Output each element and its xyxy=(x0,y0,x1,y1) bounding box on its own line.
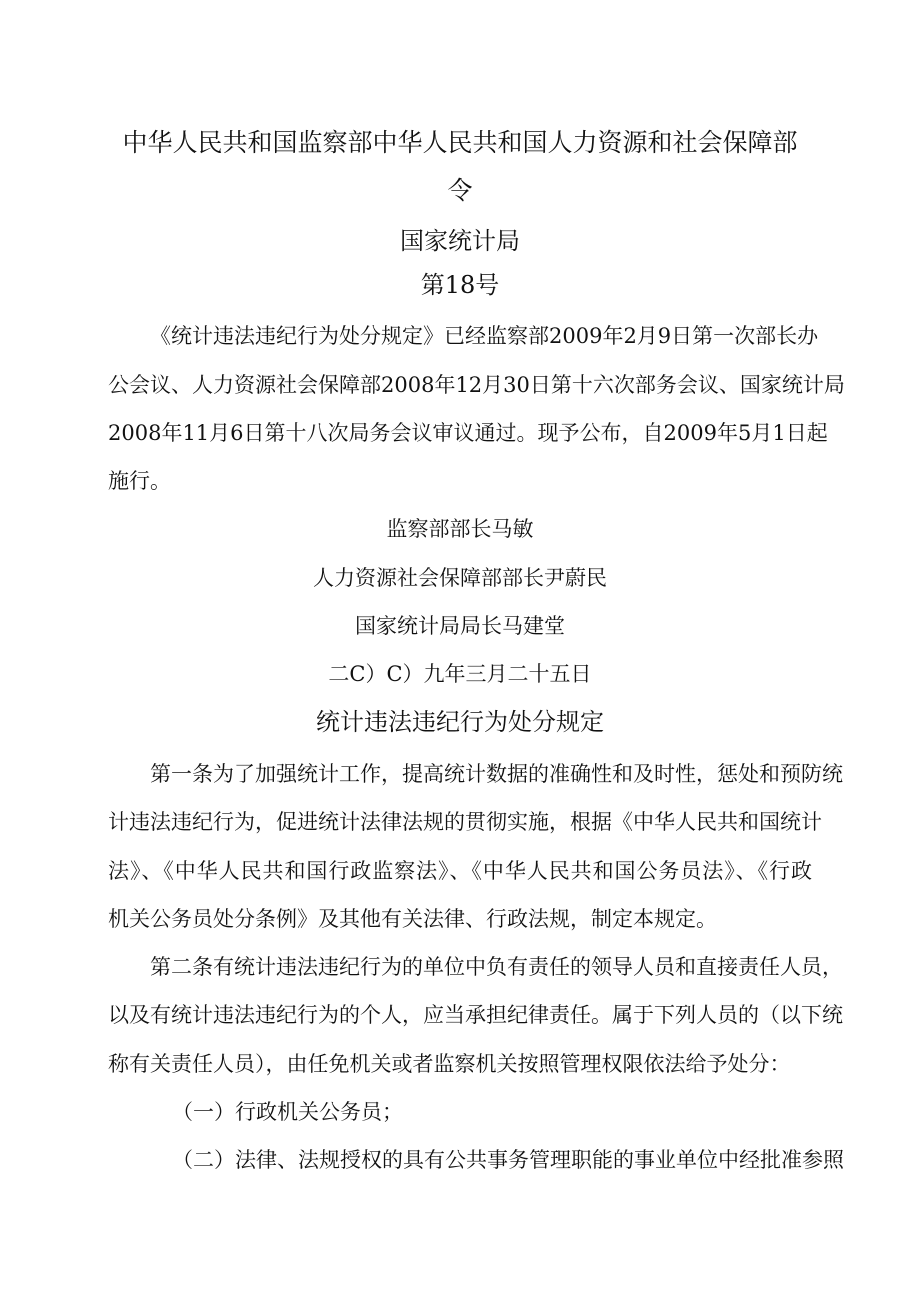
preamble-line-1: 《统计违法违纪行为处分规定》已经监察部2009年2月9日第一次部长办 xyxy=(150,324,819,348)
signature-minister-hr: 人力资源社会保障部部长尹蔚民 xyxy=(313,566,607,590)
article2-line-1: 第二条有统计违法违纪行为的单位中负有责任的领导人员和直接责任人员， xyxy=(150,955,843,979)
article2-line-3: 称有关责任人员），由任免机关或者监察机关按照管理权限依法给予处分： xyxy=(108,1052,791,1076)
order-number: 第18号 xyxy=(420,271,500,299)
list-item-2: （二）法律、法规授权的具有公共事务管理职能的事业单位中经批准参照 xyxy=(172,1148,844,1172)
article2-line-2: 以及有统计违法违纪行为的个人，应当承担纪律责任。属于下列人员的（以下统 xyxy=(108,1003,843,1027)
article1-line-4: 机关公务员处分条例》及其他有关法律、行政法规，制定本规定。 xyxy=(108,907,717,931)
signature-date: 二C）C）九年三月二十五日 xyxy=(328,662,592,686)
regulation-title: 统计违法违纪行为处分规定 xyxy=(316,708,604,736)
document-issuer: 国家统计局 xyxy=(400,227,520,255)
signature-director-statistics: 国家统计局局长马建堂 xyxy=(355,614,565,638)
document-title-line1: 中华人民共和国监察部中华人民共和国人力资源和社会保障部 xyxy=(122,128,798,157)
article1-line-2: 计违法违纪行为，促进统计法律法规的贯彻实施，根据《中华人民共和国统计 xyxy=(108,810,822,834)
signature-minister-supervision: 监察部部长马敏 xyxy=(386,517,534,541)
document-title-line2: 令 xyxy=(447,176,473,205)
article1-line-3: 法》、《中华人民共和国行政监察法》、《中华人民共和国公务员法》、《行政 xyxy=(108,859,812,883)
preamble-line-4: 施行。 xyxy=(108,469,171,493)
preamble-line-2: 公会议、人力资源社会保障部2008年12月30日第十六次部务会议、国家统计局 xyxy=(108,373,845,397)
list-item-1: （一）行政机关公务员； xyxy=(172,1100,403,1124)
preamble-line-3: 2008年11月6日第十八次局务会议审议通过。现予公布，自2009年5月1日起 xyxy=(108,421,828,445)
article1-line-1: 第一条为了加强统计工作，提高统计数据的准确性和及时性，惩处和预防统 xyxy=(150,762,843,786)
